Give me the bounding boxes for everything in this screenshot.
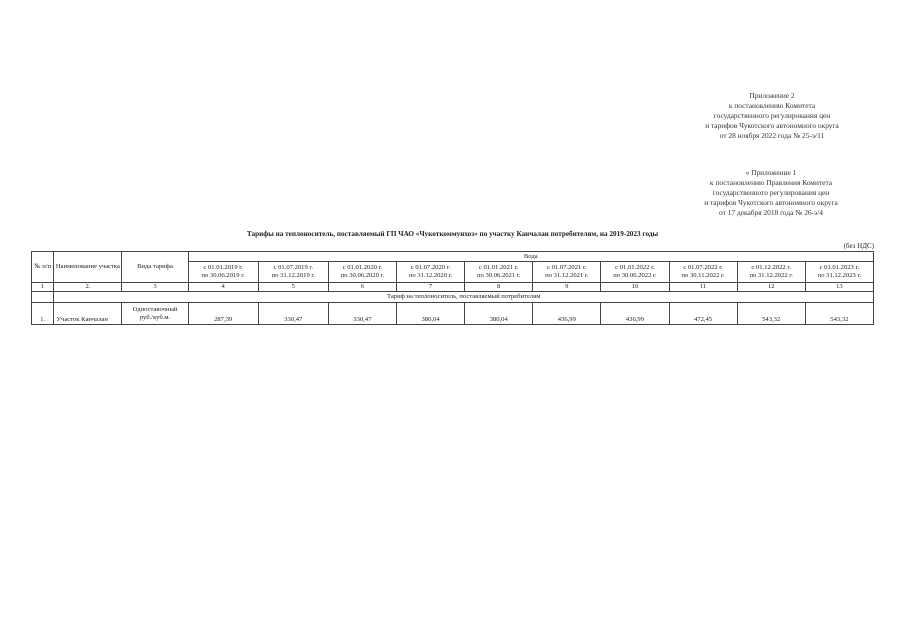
table-row	[32, 303, 874, 325]
section-title: Тариф на теплоноситель, поставляемый потребителям	[54, 292, 874, 303]
tariff-value: 380,04	[465, 303, 533, 325]
header-num: № п/п	[32, 252, 54, 283]
tariff-value: 436,99	[533, 303, 601, 325]
column-number: 2.	[54, 283, 122, 292]
section-row	[32, 292, 874, 303]
period-header: с 01.07.2020 г. по 31.12.2020 г.	[397, 262, 465, 283]
column-numbers-row	[32, 283, 874, 292]
vat-note: (без НДС)	[843, 242, 874, 250]
appendix-2-line: государственного регулирования цен	[713, 111, 831, 120]
tariff-value: 436,99	[601, 303, 669, 325]
appendix-1-header	[660, 168, 882, 218]
tariff-value: 472,45	[669, 303, 737, 325]
tariff-value: 287,39	[188, 303, 258, 325]
tariff-value: 330,47	[258, 303, 328, 325]
column-number: 5	[258, 283, 328, 292]
appendix-2-line: Приложение 2	[749, 91, 795, 100]
column-number: 13	[805, 283, 873, 292]
appendix-1-line: государственного регулирования цен	[712, 188, 830, 197]
column-number: 4	[188, 283, 258, 292]
period-header: с 01.07.2022 г. по 30.11.2022 г.	[669, 262, 737, 283]
column-number: 11	[669, 283, 737, 292]
period-header: с 01.01.2022 г. по 30.06.2022 г.	[601, 262, 669, 283]
column-number: 9	[533, 283, 601, 292]
document-title: Тарифы на теплоноситель, поставляемый ГП ЧАО «Чукоткоммунхоз» по участку Канчалан потребителям, на 2019-2023 годы	[246, 230, 659, 238]
column-number: 7	[397, 283, 465, 292]
tariff-value: 543,32	[805, 303, 873, 325]
row-name: Участок Канчалан	[54, 303, 122, 325]
period-header: с 01.01.2023 г. по 31.12.2023 г.	[805, 262, 873, 283]
header-tariff-type: Вида тарифа	[122, 252, 188, 283]
row-tariff-type: Одноставочный руб./куб.м.	[122, 303, 188, 325]
tariff-table	[31, 251, 874, 325]
period-header: с 01.01.2020 г. по 30.06.2020 г.	[328, 262, 396, 283]
period-header: с 01.07.2019 г. по 31.12.2019 г.	[258, 262, 328, 283]
header-name: Наименование участка	[54, 252, 122, 283]
appendix-1-line: к постановлению Правления Комитета	[709, 178, 833, 187]
appendix-1-line: « Приложение 1	[745, 168, 797, 177]
tariff-value: 330,47	[328, 303, 396, 325]
header-water-group: Вода	[188, 252, 873, 262]
appendix-1-line: и тарифов Чукотского автономного округа	[704, 198, 838, 207]
tariff-value: 380,04	[397, 303, 465, 325]
appendix-2-header	[672, 91, 872, 141]
column-number: 10	[601, 283, 669, 292]
column-number: 12	[737, 283, 805, 292]
tariff-value: 543,32	[737, 303, 805, 325]
appendix-1-line: от 17 декабря 2018 года № 26-э/4	[719, 208, 823, 217]
column-number: 6	[328, 283, 396, 292]
appendix-2-line: и тарифов Чукотского автономного округа	[705, 121, 839, 130]
row-num: 1.	[32, 303, 54, 325]
period-header: с 01.12.2022 г. по 31.12.2022 г.	[737, 262, 805, 283]
column-number: 8	[465, 283, 533, 292]
period-header: с 01.01.2021 г. по 30.06.2021 г.	[465, 262, 533, 283]
period-header: с 01.01.2019 г. по 30.06.2019 г.	[188, 262, 258, 283]
appendix-2-line: к постановлению Комитета	[728, 101, 816, 110]
period-header: с 01.07.2021 г. по 31.12.2021 г.	[533, 262, 601, 283]
appendix-2-line: от 28 ноября 2022 года № 25-э/11	[719, 131, 825, 140]
column-number: 3	[122, 283, 188, 292]
header-row-group	[32, 252, 874, 262]
section-empty-cell	[32, 292, 54, 303]
column-number: 1	[32, 283, 54, 292]
